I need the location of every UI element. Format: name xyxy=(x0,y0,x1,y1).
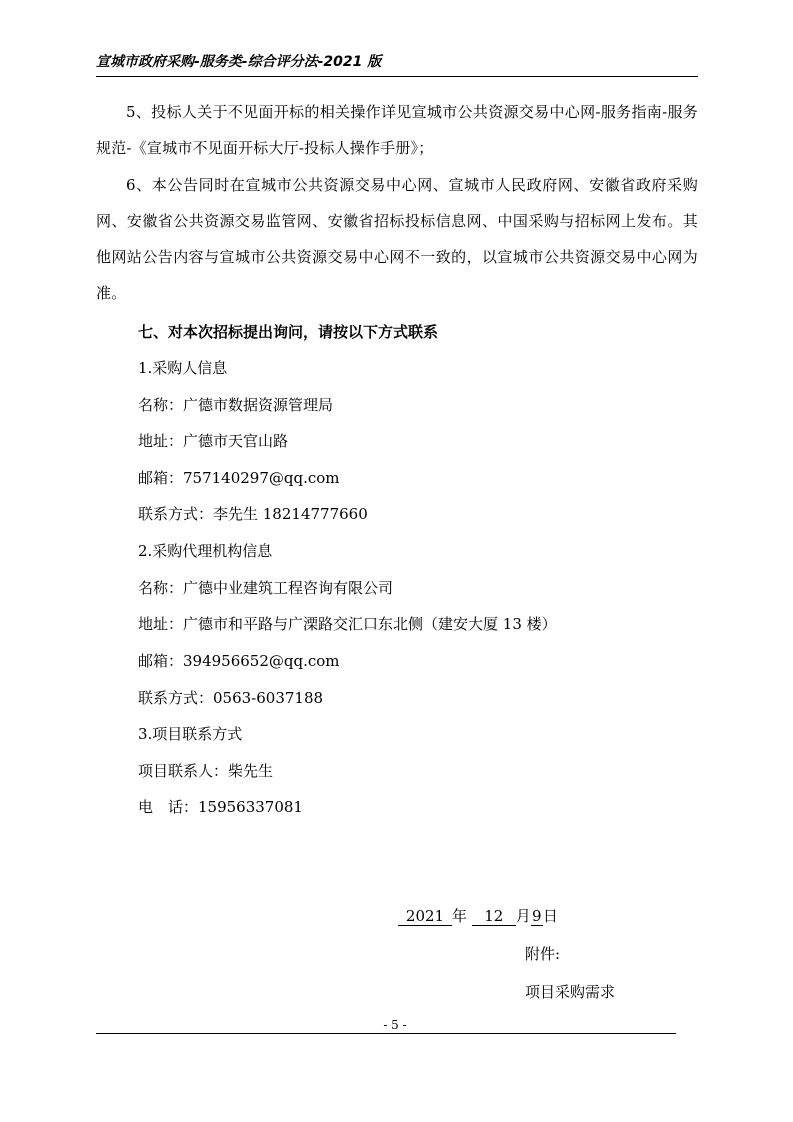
footer-rule xyxy=(96,1033,676,1034)
paragraph-6: 6、本公告同时在宣城市公共资源交易中心网、宣城市人民政府网、安徽省政府采购网、安徽省公共资源交易监管网、安徽省招标投标信息网、中国采购与招标网上发布。其他网站公告内容与宣城市公共资源交易中心网不一致的，以宣城市公共资源交易中心网为准。 xyxy=(96,176,698,302)
document-header: 宣城市政府采购-服务类-综合评分法-2021 版 xyxy=(96,54,382,70)
buyer-contact: 联系方式：李先生 18214777660 xyxy=(138,505,368,523)
agency-contact: 联系方式：0563-6037188 xyxy=(138,689,324,707)
date-year-unit: 年 xyxy=(452,907,468,925)
agency-info-title: 2.采购代理机构信息 xyxy=(138,542,273,560)
attachment-item: 项目采购需求 xyxy=(525,983,616,1001)
issue-date xyxy=(398,906,558,926)
agency-address: 地址：广德市和平路与广溧路交汇口东北侧（建安大厦 13 楼） xyxy=(138,615,557,633)
buyer-address: 地址：广德市天官山路 xyxy=(138,432,289,450)
buyer-name: 名称：广德市数据资源管理局 xyxy=(138,396,334,414)
project-contact-phone: 电 话：15956337081 xyxy=(138,798,303,816)
paragraph-5: 5、投标人关于不见面开标的相关操作详见宣城市公共资源交易中心网-服务指南-服务规范-《宣城市不见面开标大厅-投标人操作手册》； xyxy=(96,103,698,157)
page-number: - 5 - xyxy=(383,1018,407,1032)
date-month: 12 xyxy=(472,907,516,926)
date-day-unit: 日 xyxy=(542,907,558,925)
project-contact-person: 项目联系人：柴先生 xyxy=(138,762,274,780)
section-7-heading: 七、对本次招标提出询问，请按以下方式联系 xyxy=(138,323,439,341)
header-rule xyxy=(96,76,698,77)
buyer-email: 邮箱：757140297@qq.com xyxy=(138,469,340,487)
date-day: 9 xyxy=(532,907,542,925)
attachment-label: 附件: xyxy=(525,945,561,963)
buyer-info-title: 1.采购人信息 xyxy=(138,359,228,377)
agency-name: 名称：广德中业建筑工程咨询有限公司 xyxy=(138,579,394,597)
date-year: 2021 xyxy=(398,907,452,926)
project-contact-title: 3.项目联系方式 xyxy=(138,725,243,743)
agency-email: 邮箱：394956652@qq.com xyxy=(138,652,340,670)
date-month-unit: 月 xyxy=(515,907,531,925)
